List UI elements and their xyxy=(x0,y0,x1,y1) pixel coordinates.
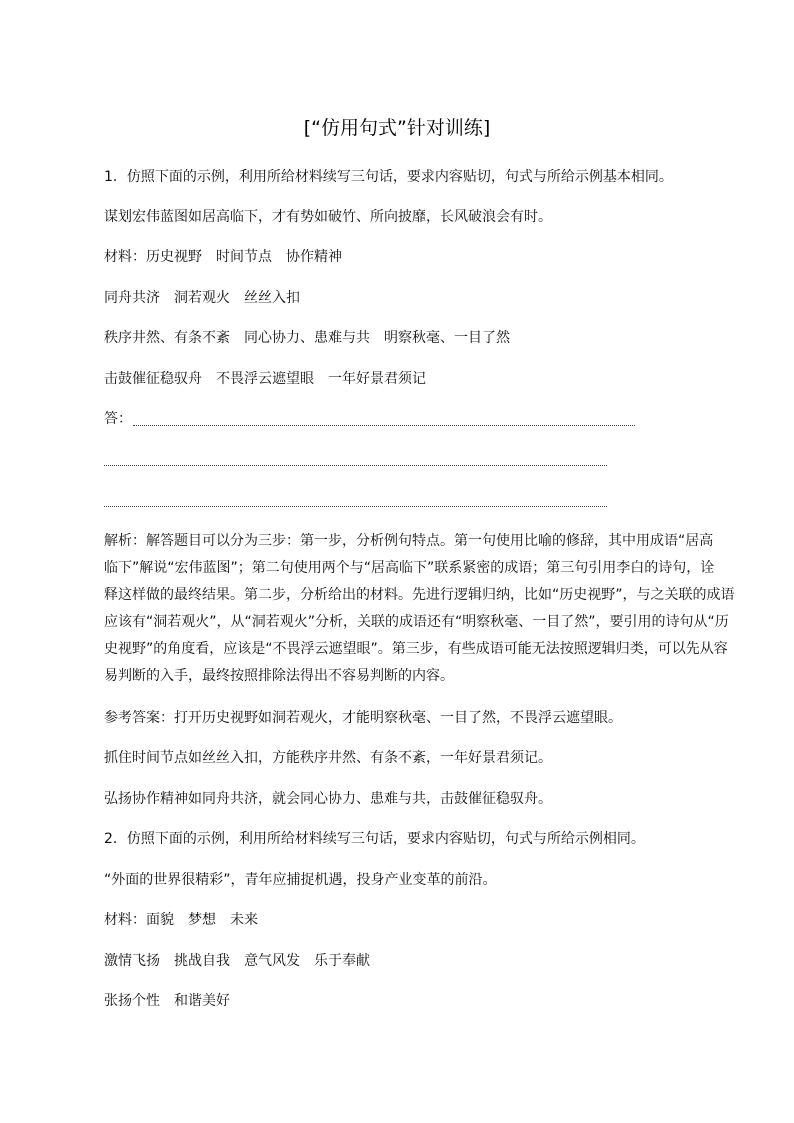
reference-answer-1: 参考答案：打开历史视野如洞若观火，才能明察秋毫、一目了然，不畏浮云遮望眼。 xyxy=(104,710,622,726)
q1-example: 谋划宏伟蓝图如居高临下，才有势如破竹、所向披靡，长风破浪会有时。 xyxy=(104,209,552,225)
answer-line-1[interactable] xyxy=(133,425,635,426)
answer-line-2[interactable] xyxy=(104,465,607,466)
q2-material-row-1: 激情飞扬 挑战自我 意气风发 乐于奉献 xyxy=(104,953,370,969)
analysis-line: 解析：解答题目可以分为三步：第一步，分析例句特点。第一句使用比喻的修辞，其中用成语“居高 xyxy=(104,533,714,549)
q1-prompt: 1．仿照下面的示例，利用所给材料续写三句话，要求内容贴切，句式与所给示例基本相同。 xyxy=(104,169,673,185)
q2-prompt: 2．仿照下面的示例，利用所给材料续写三句话，要求内容贴切，句式与所给示例相同。 xyxy=(104,831,645,847)
q2-materials: 材料：面貌 梦想 未来 xyxy=(104,912,258,928)
analysis-line: 易判断的入手，最终按照排除法得出不容易判断的内容。 xyxy=(104,668,454,684)
page-title: [“仿用句式”针对训练] xyxy=(303,117,491,139)
q1-materials: 材料：历史视野 时间节点 协作精神 xyxy=(104,249,342,265)
analysis-line: 史视野”的角度看，应该是“不畏浮云遮望眼”。第三步，有些成语可能无法按照逻辑归类，可以先从容 xyxy=(104,641,728,657)
analysis-line: 释这样做的最终结果。第二步，分析给出的材料。先进行逻辑归纳，比如“历史视野”，与之关联的成语 xyxy=(104,587,735,603)
q1-material-row-2: 秩序井然、有条不紊 同心协力、患难与共 明察秋毫、一目了然 xyxy=(104,330,510,346)
answer-line-3[interactable] xyxy=(104,506,607,507)
q2-example: “外面的世界很精彩”，青年应捕捉机遇，投身产业变革的前沿。 xyxy=(104,872,497,888)
q2-material-row-2: 张扬个性 和谐美好 xyxy=(104,993,230,1009)
analysis-line: 临下”解说“宏伟蓝图”；第二句使用两个与“居高临下”联系紧密的成语；第三句引用李白的诗句，诠 xyxy=(104,560,715,576)
q1-material-row-1: 同舟共济 洞若观火 丝丝入扣 xyxy=(104,290,300,306)
reference-answer-3: 弘扬协作精神如同舟共济，就会同心协力、患难与共，击鼓催征稳驭舟。 xyxy=(104,791,552,807)
analysis-line: 应该有“洞若观火”，从“洞若观火”分析，关联的成语还有“明察秋毫、一目了然”，要引用的诗句从“历 xyxy=(104,614,729,630)
reference-answer-2: 抓住时间节点如丝丝入扣，方能秩序井然、有条不紊，一年好景君须记。 xyxy=(104,750,552,766)
answer-label: 答： xyxy=(104,411,132,427)
q1-material-row-3: 击鼓催征稳驭舟 不畏浮云遮望眼 一年好景君须记 xyxy=(104,371,426,387)
